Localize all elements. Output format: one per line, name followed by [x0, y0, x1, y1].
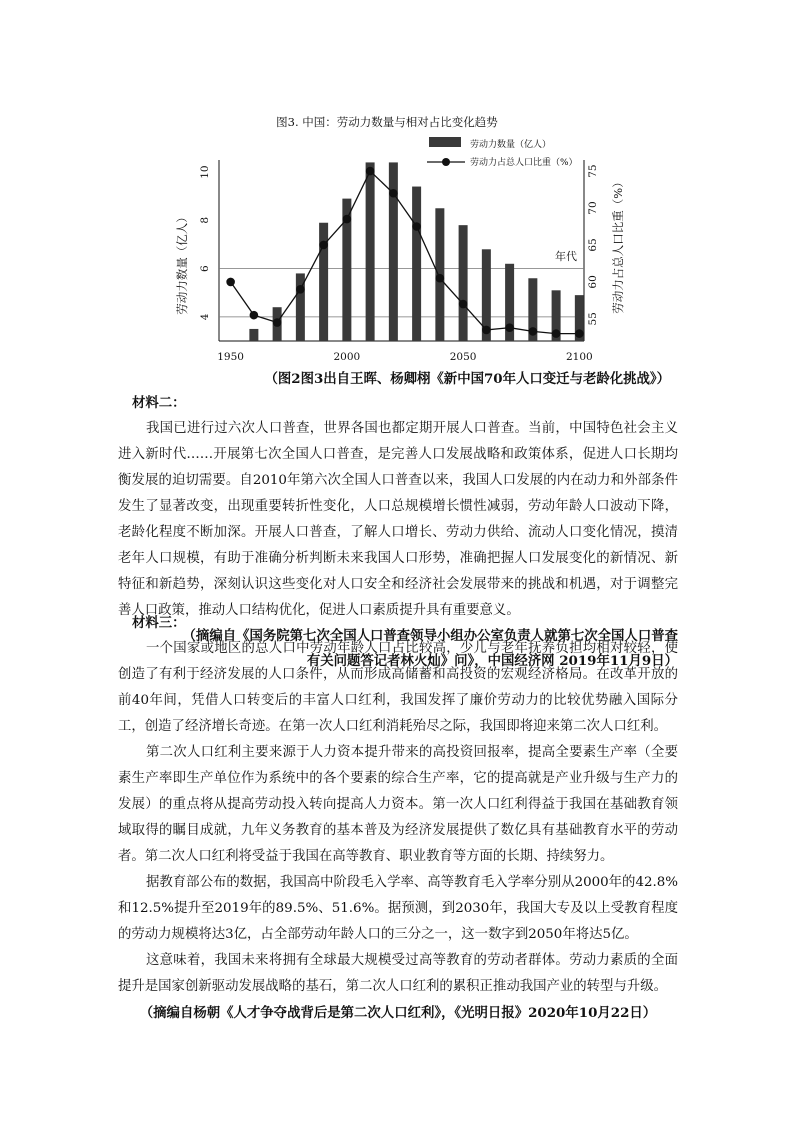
- line-point-2040: [436, 274, 445, 283]
- material-3-para-4: 这意味着，我国未来将拥有全球最大规模受过高等教育的劳动者群体。劳动力素质的全面提升是国家创新驱动发展战略的基石，第二次人口红利的累积正推动我国产业的转型与升级。: [118, 953, 678, 994]
- material-3: [118, 610, 678, 1026]
- line-point-1960: [250, 311, 259, 320]
- x-tick-2000: 2000: [333, 351, 361, 363]
- material-3-heading: 材料三：: [132, 615, 186, 631]
- material-2-source-line2: 有关问题答记者林火灿》问》，中国经济网 2019年11月9日）: [306, 653, 678, 669]
- line-point-1970: [273, 318, 282, 327]
- bar-2010: [366, 162, 375, 341]
- y-left-tick-4: 4: [199, 313, 211, 321]
- line-point-2000: [343, 215, 352, 224]
- x-tick-1950: 1950: [217, 351, 244, 363]
- y-axis-label-left: 劳动力数量（亿人）: [175, 211, 189, 315]
- x-tick-2050: 2050: [449, 351, 477, 363]
- line-point-1990: [319, 241, 328, 250]
- y-right-tick-55: 55: [587, 312, 599, 326]
- figure-3-chart: [0, 0, 794, 370]
- line-path: [231, 171, 580, 334]
- material-3-source: （摘编自杨朝《人才争夺战背后是第二次人口红利》，《光明日报》2020年10月22日）: [139, 1005, 657, 1021]
- line-point-2010: [366, 167, 375, 176]
- x-tick-2100: 2100: [565, 351, 593, 363]
- figure-source: （图2图3出自王晖、杨卿栩《新中国70年人口变迁与老龄化挑战》）: [264, 371, 670, 387]
- material-2-body: 我国已进行过六次人口普查，世界各国也都定期开展人口普查。当前，中国特色社会主义进入新时代……开展第七次全国人口普查，是完善人口发展战略和政策体系，促进人口长期均衡发展的迫切需要。自2010年第六次全国人口普查以来，我国人口发展的内在动力和外部条件发生了显著改变，出现重要转折性变化，人口总规模增长惯性减弱，劳动年龄人口波动下降，老龄化程度不断加深。开展人口普查，了解人口增长、劳动力供给、流动人口变化情况，摸清老年人口规模，有助于准确分析判断未来我国人口形势，准确把握人口发展变化的新情况、新特征和新趋势，深刻认识这些变化对人口安全和经济社会发展带来的挑战和机遇，对于调整完善人口政策，推动人口结构优化，促进人口素质提升具有重要意义。: [118, 421, 678, 618]
- material-2-heading: 材料二：: [132, 395, 186, 411]
- chart-title: 图3. 中国：劳动力数量与相对占比变化趋势: [276, 115, 498, 129]
- material-3-para-1: 一个国家或地区的总人口中劳动年龄人口占比较高，少儿与老年抚养负担均相对较轻，使创造了有利于经济发展的人口条件，从而形成高储蓄和高投资的宏观经济格局。在改革开放的前40年间，凭借人口转变后的丰富人口红利，我国发挥了廉价劳动力的比较优势融入国际分工，创造了经济增长奇迹。在第一次人口红利消耗殆尽之际，我国即将迎来第二次人口红利。: [118, 641, 678, 734]
- line-point-2070: [505, 323, 514, 332]
- bar-1960: [249, 329, 258, 341]
- line-point-1950: [226, 278, 235, 287]
- line-point-2100: [575, 329, 584, 338]
- line-point-2090: [552, 329, 561, 338]
- material-3-para-3: 据教育部公布的数据，我国高中阶段毛入学率、高等教育毛入学率分别从2000年的42.8%和12.5%提升至2019年的89.5%、51.6%。据预测，到2030年，我国大专及以上受教育程度的劳动力规模将达3亿，占全部劳动年龄人口的三分之一，这一数字到2050年将达5亿。: [118, 875, 678, 942]
- legend-line-marker: [442, 158, 450, 166]
- legend-line-label: 劳动力占总人口比重（%）: [470, 158, 578, 168]
- bar-2030: [412, 187, 421, 341]
- y-right-tick-70: 70: [587, 201, 599, 215]
- legend-bar-label: 劳动力数量（亿人）: [470, 140, 552, 150]
- line-point-1980: [296, 285, 305, 294]
- x-axis-label: 年代: [555, 250, 577, 263]
- y-right-tick-75: 75: [587, 164, 599, 178]
- legend-bar-swatch: [429, 137, 461, 147]
- line-point-2060: [482, 326, 491, 335]
- y-right-tick-60: 60: [587, 275, 599, 289]
- bar-2050: [459, 225, 468, 341]
- line-point-2030: [412, 222, 421, 231]
- y-axis-label-right: 劳动力占总人口比重（%）: [611, 176, 625, 314]
- y-right-tick-65: 65: [587, 238, 599, 252]
- y-left-tick-6: 6: [199, 265, 211, 272]
- chart-svg: [0, 0, 794, 370]
- line-point-2050: [459, 300, 468, 309]
- y-left-tick-10: 10: [199, 165, 211, 179]
- material-3-para-2: 第二次人口红利主要来源于人力资本提升带来的高投资回报率，提高全要素生产率（全要素生产率即生产单位作为系统中的各个要素的综合生产率，它的提高就是产业升级与生产力的发展）的重点将从提高劳动投入转向提高人力资本。第一次人口红利得益于我国在基础教育领域取得的瞩目成就，九年义务教育的基本普及为经济发展提供了数亿具有基础教育水平的劳动者。第二次人口红利将受益于我国在高等教育、职业教育等方面的长期、持续努力。: [118, 745, 678, 864]
- y-left-tick-8: 8: [199, 216, 211, 224]
- bar-series: [249, 162, 583, 341]
- axis-ticks: [199, 164, 599, 363]
- line-point-2080: [529, 327, 538, 336]
- material-2-source-line1: （摘编自《国务院第七次全国人口普查领导小组办公室负责人就第七次全国人口普查: [182, 628, 678, 644]
- line-point-2020: [389, 189, 398, 198]
